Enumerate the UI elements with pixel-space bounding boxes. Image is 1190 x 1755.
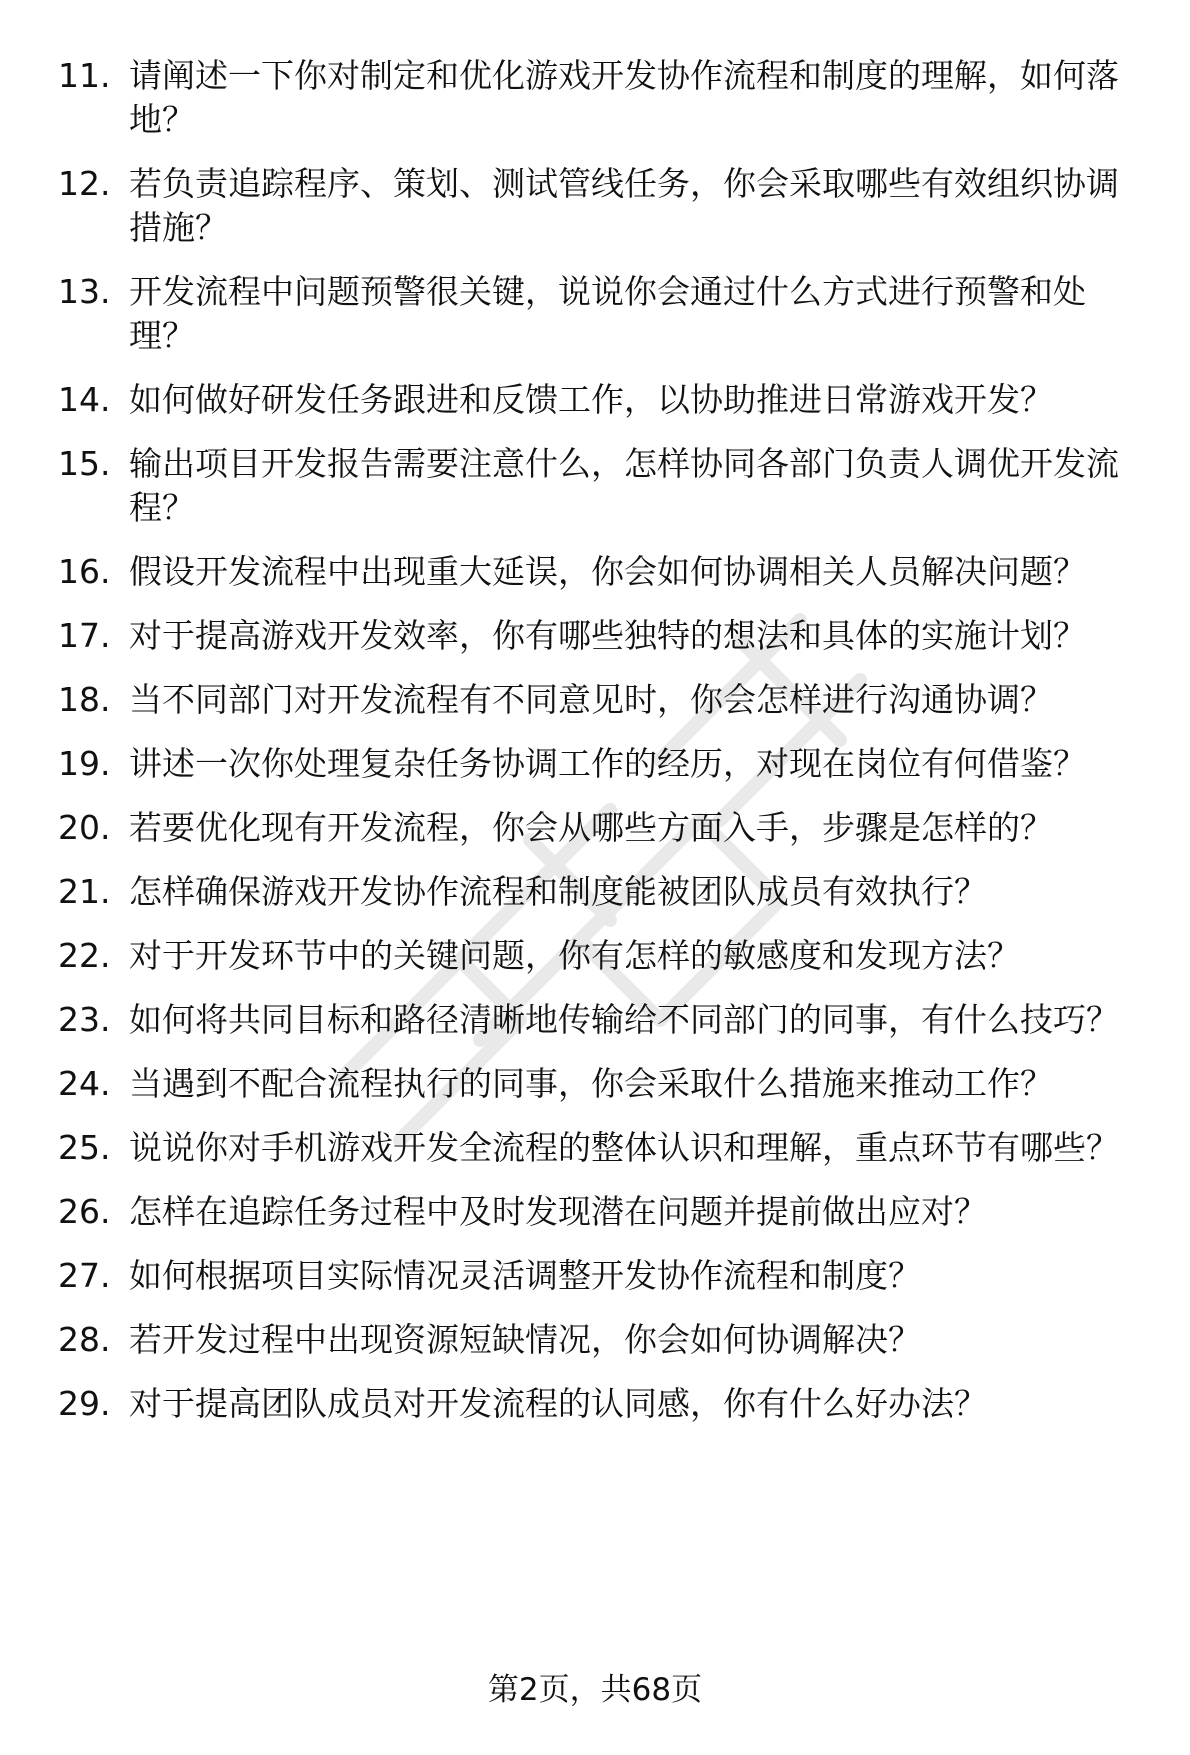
question-number: 15. — [58, 444, 111, 483]
question-number: 20. — [58, 808, 111, 847]
question-text: 若开发过程中出现资源短缺情况，你会如何协调解决？ — [129, 1320, 921, 1359]
list-item — [58, 442, 1148, 530]
question-text: 对于提高团队成员对开发流程的认同感，你有什么好办法？ — [129, 1384, 987, 1423]
question-number: 28. — [58, 1320, 111, 1359]
list-item — [58, 870, 1148, 914]
question-number: 14. — [58, 380, 111, 419]
list-item — [58, 550, 1148, 594]
question-text: 如何做好研发任务跟进和反馈工作，以协助推进日常游戏开发？ — [129, 380, 1053, 419]
list-item — [58, 378, 1148, 422]
question-number: 21. — [58, 872, 111, 911]
list-item — [58, 270, 1148, 358]
list-item — [58, 1126, 1148, 1170]
question-text: 讲述一次你处理复杂任务协调工作的经历，对现在岗位有何借鉴？ — [129, 744, 1086, 783]
question-number: 27. — [58, 1256, 111, 1295]
list-item — [58, 1318, 1148, 1362]
question-list — [58, 54, 1148, 1446]
question-number: 24. — [58, 1064, 111, 1103]
question-number: 16. — [58, 552, 111, 591]
question-text: 如何根据项目实际情况灵活调整开发协作流程和制度？ — [129, 1256, 921, 1295]
list-item — [58, 934, 1148, 978]
list-item — [58, 1062, 1148, 1106]
question-number: 13. — [58, 272, 111, 311]
page-number: 第2页，共68页 — [487, 1672, 703, 1708]
question-number: 12. — [58, 164, 111, 203]
list-item — [58, 1190, 1148, 1234]
question-text: 如何将共同目标和路径清晰地传输给不同部门的同事，有什么技巧？ — [129, 1000, 1119, 1039]
question-text: 请阐述一下你对制定和优化游戏开发协作流程和制度的理解，如何落地？ — [129, 56, 1119, 139]
question-number: 18. — [58, 680, 111, 719]
list-item — [58, 162, 1148, 250]
question-number: 11. — [58, 56, 111, 95]
list-item — [58, 998, 1148, 1042]
question-text: 若要优化现有开发流程，你会从哪些方面入手，步骤是怎样的？ — [129, 808, 1053, 847]
question-text: 开发流程中问题预警很关键，说说你会通过什么方式进行预警和处理？ — [129, 272, 1086, 355]
question-number: 25. — [58, 1128, 111, 1167]
list-item — [58, 806, 1148, 850]
question-text: 当遇到不配合流程执行的同事，你会采取什么措施来推动工作？ — [129, 1064, 1053, 1103]
question-number: 29. — [58, 1384, 111, 1423]
question-text: 怎样确保游戏开发协作流程和制度能被团队成员有效执行？ — [129, 872, 987, 911]
question-number: 19. — [58, 744, 111, 783]
list-item — [58, 742, 1148, 786]
question-text: 说说你对手机游戏开发全流程的整体认识和理解，重点环节有哪些？ — [129, 1128, 1119, 1167]
question-number: 22. — [58, 936, 111, 975]
question-number: 17. — [58, 616, 111, 655]
question-number: 23. — [58, 1000, 111, 1039]
question-text: 对于开发环节中的关键问题，你有怎样的敏感度和发现方法？ — [129, 936, 1020, 975]
list-item — [58, 54, 1148, 142]
question-text: 若负责追踪程序、策划、测试管线任务，你会采取哪些有效组织协调措施？ — [129, 164, 1119, 247]
list-item — [58, 614, 1148, 658]
question-text: 怎样在追踪任务过程中及时发现潜在问题并提前做出应对？ — [129, 1192, 987, 1231]
question-text: 输出项目开发报告需要注意什么，怎样协同各部门负责人调优开发流程？ — [129, 444, 1119, 527]
list-item — [58, 678, 1148, 722]
list-item — [58, 1382, 1148, 1426]
question-text: 对于提高游戏开发效率，你有哪些独特的想法和具体的实施计划？ — [129, 616, 1086, 655]
question-text: 假设开发流程中出现重大延误，你会如何协调相关人员解决问题？ — [129, 552, 1086, 591]
question-number: 26. — [58, 1192, 111, 1231]
question-text: 当不同部门对开发流程有不同意见时，你会怎样进行沟通协调？ — [129, 680, 1053, 719]
list-item — [58, 1254, 1148, 1298]
